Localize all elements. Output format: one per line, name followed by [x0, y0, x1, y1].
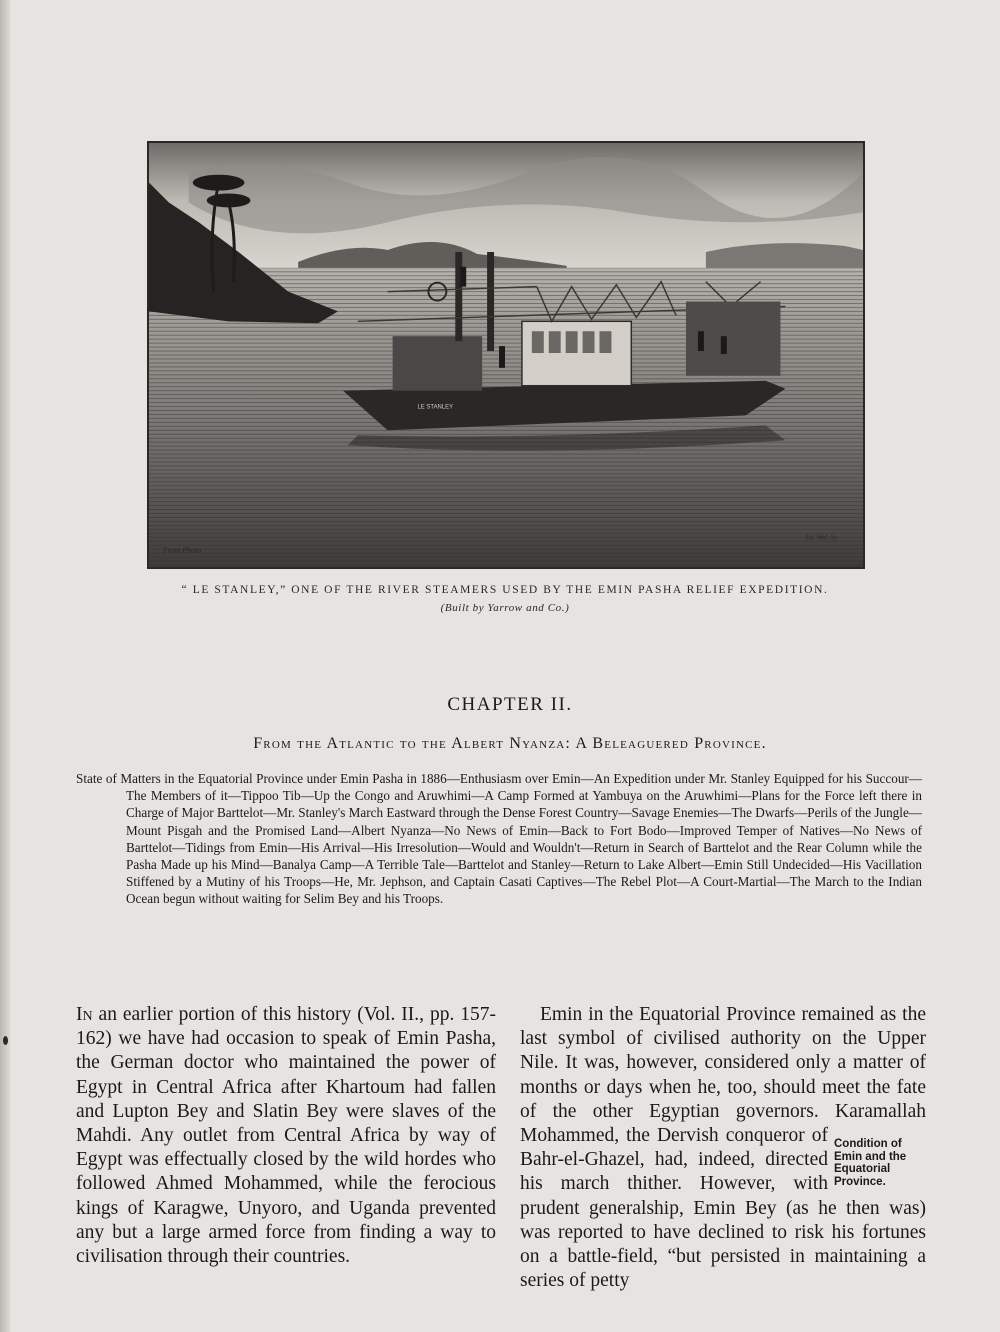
page-edge: [0, 0, 10, 1332]
illustration-subcaption: (Built by Yarrow and Co.): [440, 602, 570, 614]
margin-sidenote: Condition of Emin and the Equatorial Province.: [834, 1138, 907, 1188]
engraver-mark-right: Ed. Wal. Sc.: [805, 533, 839, 542]
steamer-engraving: [149, 143, 863, 567]
body-text-left: an earlier portion of this history (Vol. II., pp. 157-162) we have had occasion to speak of Emin Pasha, the German doctor who maintained the power of Egypt in Central Africa after Khartoum had fallen and Lupton Bey and Slatin Bey were slaves of the Mahdi. Any outlet from Central Africa by way of Egypt was effectually closed by the wild hordes who followed Ahmed Mohammed, while the ferocious kings of Karagwe, Unyoro, and Uganda prevented any but a large armed force from finding a way to civilisation through their countries.: [76, 1004, 496, 1268]
engraver-mark-left: From Photo: [162, 546, 202, 556]
body-paragraph-left: [76, 1003, 496, 1269]
hull-lettering: LE STANLEY: [417, 404, 454, 411]
chapter-summary: State of Matters in the Equatorial Province under Emin Pasha in 1886—Enthusiasm over Emin—An Expedition under Mr. Stanley Equipped for his Succour—The Members of it—Tippoo Tib—Up the Congo and Aruwhimi—A Camp Formed at Yambuya on the Aruwhimi—Plans for the Force left there in Charge of Major Barttelot—Mr. Stanley's March Eastward through the Dense Forest Country—Savage Enemies—The Dwarfs—Perils of the Jungle—Mount Pisgah and the Promised Land—Albert Nyanza—No News of Emin—Back to Fort Bodo—Improved Temper of Natives—No News of Barttelot—Tidings from Emin—His Arrival—His Irresolution—Would and Wouldn't—Return in Search of Barttelot and the Rear Column while the Pasha Made up his Mind—Banalya Camp—A Terrible Tale—Barttelot and Stanley—Return to Lake Albert—Emin Still Undecided—His Vacillation Stiffened by a Mutiny of his Troops—He, Mr. Jephson, and Captain Casati Captives—The Rebel Plot—A Court-Martial—The March to the Indian Ocean begun without waiting for Selim Bey and his Troops.: [76, 771, 922, 907]
body-column-left: [76, 1003, 496, 1269]
funnel-1: [455, 252, 462, 341]
body-column-right: [520, 1003, 926, 1293]
margin-mark: [3, 1036, 8, 1045]
illustration-caption: “ LE STANLEY,” ONE OF THE RIVER STEAMERS USED BY THE EMIN PASHA RELIEF EXPEDITION.: [181, 584, 829, 596]
body-text-right-1: Emin in the Equatorial Province remained as the last symbol of civilised authority on the Upper Nile. It was, however, considered only a matter of months or days when he, too, should meet the fate of the other Egyptian governors. Karamallah: [520, 1004, 926, 1122]
drop-initial: In: [76, 1004, 93, 1025]
funnel-2: [487, 252, 494, 351]
river-steamer-illustration: [147, 141, 865, 569]
body-text-right-2: Mohammed, the Dervish conqueror of Bahr-el-Ghazel, had, indeed, directed his march thither. However, with prudent generalship, Emin Bey (as he then was) was reported to have declined to risk his fortunes on a battle-field, “but persisted in maintaining a series of petty: [520, 1125, 926, 1292]
deck-cabin: [522, 321, 631, 385]
chapter-subtitle: From the Atlantic to the Albert Nyanza: A Beleaguered Province.: [253, 735, 767, 752]
body-paragraph-right: [520, 1003, 926, 1293]
chapter-title: CHAPTER II.: [447, 694, 573, 715]
boiler-machinery: [393, 336, 482, 390]
